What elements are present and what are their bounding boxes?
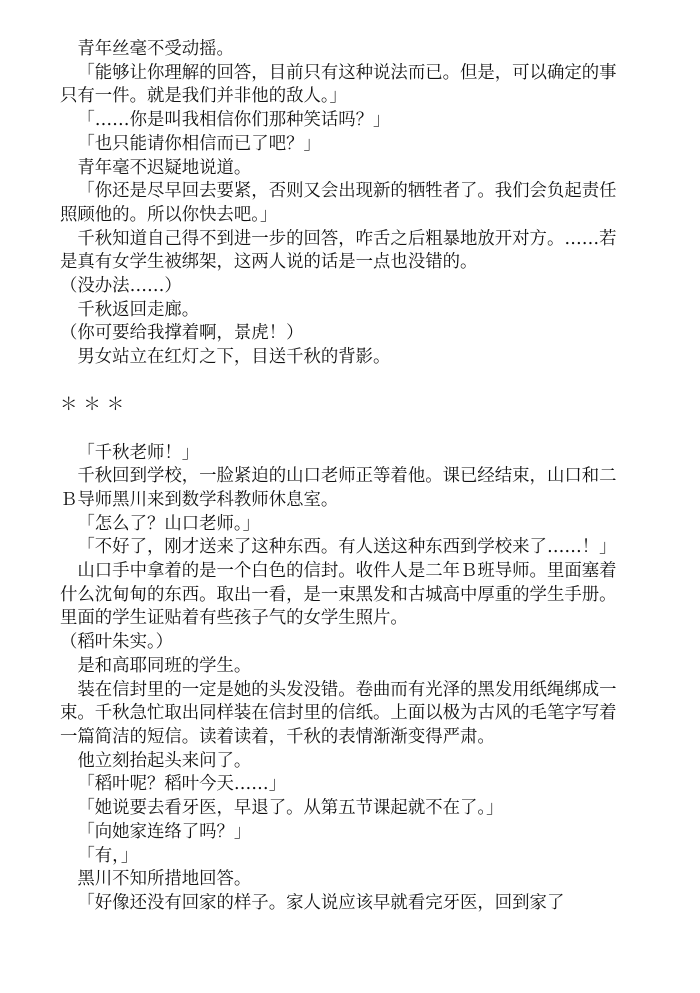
paragraph: 「好像还没有回家的样子。家人说应该早就看完牙医，回到家了 (77, 892, 565, 913)
section-separator: ＊＊＊ (60, 394, 131, 415)
paragraph: 山口手中拿着的是一个白色的信封。收件人是二年Ｂ班导师。里面塞着什么沈甸甸的东西。取出一看，是一束黑发和古城高中厚重的学生手册。里面的学生证贴着有些孩子气的女学生照片。 (60, 561, 617, 629)
paragraph: 「怎么了？山口老师。」 (77, 513, 260, 534)
paragraph: 青年毫不迟疑地说道。 (77, 157, 252, 178)
paragraph: 「也只能请你相信而已了吧？」 (77, 133, 321, 154)
paragraph: 千秋知道自己得不到进一步的回答，咋舌之后粗暴地放开对方。……若是真有女学生被绑架，这两人说的话是一点也没错的。 (60, 228, 617, 273)
paragraph: 他立刻抬起头来问了。 (77, 750, 252, 771)
paragraph: 千秋返回走廊。 (77, 299, 200, 320)
paragraph: 「你还是尽早回去要紧，否则又会出现新的牺牲者了。我们会负起责任照顾他的。所以你快去吧。」 (60, 181, 617, 225)
paragraph: （没办法……） (60, 276, 182, 297)
novel-page (60, 38, 632, 916)
paragraph: 千秋回到学校，一脸紧迫的山口老师正等着他。课已经结束，山口和二Ｂ导师黑川来到数学科教师休息室。 (60, 466, 617, 510)
paragraph: 「她说要去看牙医，早退了。从第五节课起就不在了。」 (77, 798, 504, 819)
section-spacer (60, 370, 632, 394)
paragraph: 是和高耶同班的学生。 (77, 655, 252, 676)
paragraph: 「千秋老师！」 (77, 442, 200, 463)
paragraph: 装在信封里的一定是她的头发没错。卷曲而有光泽的黑发用纸绳绑成一束。千秋急忙取出同样装在信封里的信纸。上面以极为古风的毛笔字写着一篇简洁的短信。读着读着，千秋的表情渐渐变得严肃。 (60, 679, 617, 747)
paragraph: 「有，」 (77, 845, 139, 866)
paragraph: 「……你是叫我相信你们那种笑话吗？」 (77, 110, 391, 131)
paragraph: 黑川不知所措地回答。 (77, 869, 252, 890)
paragraph: 「稻叶呢？稻叶今天……」 (77, 774, 287, 795)
paragraph: 「能够让你理解的回答，目前只有这种说法而已。但是，可以确定的事只有一件。就是我们并非他的敌人。」 (60, 62, 617, 107)
paragraph: （稻叶朱实。） (60, 632, 174, 653)
paragraph: 青年丝毫不受动摇。 (77, 39, 234, 59)
paragraph: （你可要给我撑着啊，景虎！） (60, 323, 304, 344)
paragraph: 男女站立在红灯之下，目送千秋的背影。 (77, 347, 391, 368)
paragraph: 「向她家连络了吗？」 (77, 821, 252, 842)
paragraph: 「不好了，刚才送来了这种东西。有人送这种东西到学校来了……！」 (77, 537, 617, 558)
section-spacer (60, 418, 632, 442)
